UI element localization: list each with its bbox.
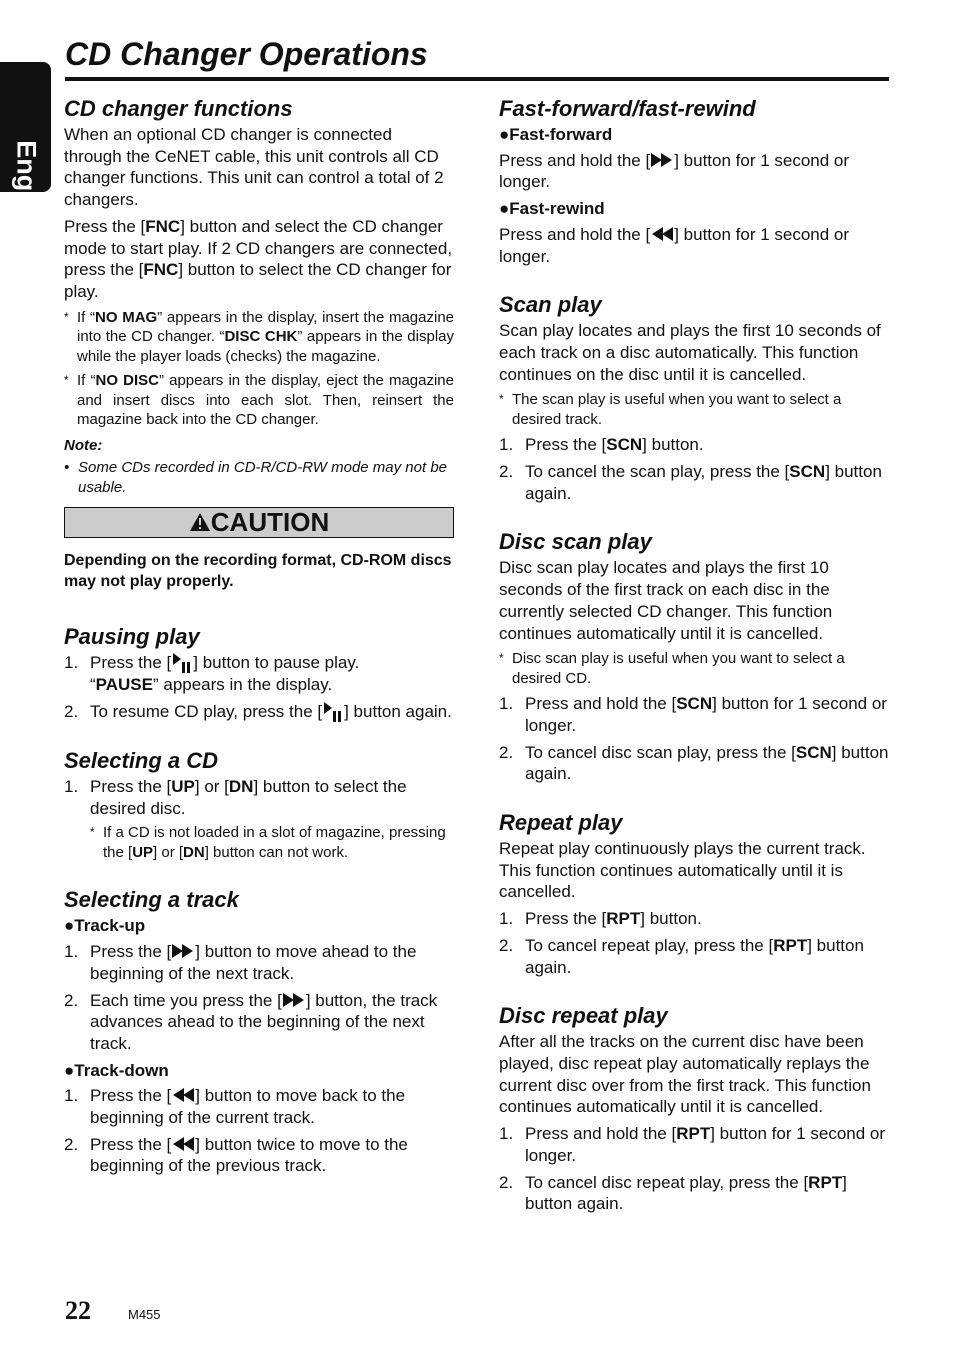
step-number: 1.: [64, 942, 79, 962]
text-run: If “: [77, 372, 96, 390]
warning-triangle-icon: [189, 512, 211, 532]
bold-term: DN: [183, 843, 205, 861]
text-run: ” appears in the display, insert the magazine into the CD changer. “: [77, 308, 455, 346]
star-note-text: The scan play is useful when you want to select a desired track.: [512, 391, 842, 428]
heading-fast-forward-rewind: Fast-forward/fast-rewind: [499, 96, 756, 121]
subtitle-text: Track-down: [74, 1060, 169, 1080]
text-run: ] or [: [194, 777, 229, 797]
repeat-step-2: [499, 935, 891, 978]
bold-term: FNC: [143, 260, 179, 280]
text-run: Press the [: [64, 216, 146, 236]
step-number: 2.: [499, 742, 514, 762]
bold-term: SCN: [795, 742, 832, 762]
disc-repeat-paragraph: After all the tracks on the current disc have been played, disc repeat play automatically replays the current disc over from the first track. This function continues automatically until it is cancelled.: [499, 1032, 871, 1117]
star-mark: *: [64, 373, 69, 388]
disc-repeat-steps: [499, 1123, 891, 1215]
disc-scan-step-2: [499, 742, 891, 785]
text: Press and hold the [: [499, 150, 651, 170]
page-title: CD Changer Operations: [65, 36, 428, 72]
bold-term: FNC: [145, 216, 181, 236]
text-run: Press the [: [525, 435, 607, 455]
step-text: “: [90, 675, 96, 695]
disc-scan-step-1: [499, 693, 891, 736]
text-run: ] button again.: [525, 1172, 847, 1214]
star-note-text: Disc scan play is useful when you want to select a desired CD.: [512, 650, 845, 687]
disc-scan-star-note: [499, 649, 891, 688]
text: ] button for 1 second or longer.: [499, 150, 850, 192]
page-number: 22: [65, 1296, 91, 1325]
heading-selecting-track: Selecting a track: [64, 887, 239, 913]
bold-term: UP: [132, 843, 154, 861]
star-mark: *: [499, 651, 504, 666]
track-up-steps: [64, 941, 454, 1055]
right-column: [499, 94, 891, 1220]
step-text: Press the [: [90, 653, 172, 673]
bold-term: SCN: [606, 435, 643, 455]
step-text: Press the [: [90, 942, 172, 962]
text: ] button for 1 second or longer.: [499, 224, 850, 266]
bold-term: RPT: [808, 1172, 843, 1192]
repeat-paragraph: Repeat play continuously plays the current track. This function continues automatically until it is cancelled.: [499, 839, 866, 902]
pausing-step-1: [64, 652, 454, 696]
step-number: 2.: [64, 990, 79, 1010]
step-text: To resume CD play, press the [: [90, 702, 323, 722]
fast-forward-icon: [171, 943, 195, 959]
step-number: 1.: [499, 435, 514, 455]
bold-term: RPT: [773, 935, 808, 955]
step-text: ] button, the track advances ahead to the beginning of the next track.: [90, 990, 438, 1053]
text-run: Press the [: [90, 777, 172, 797]
star-note-text: [77, 372, 454, 428]
disc-scan-paragraph: Disc scan play locates and plays the first 10 seconds of the first track on each disc in the currently selected CD changer. This function continues automatically until it is cancelled.: [499, 558, 833, 643]
play-pause-icon: [171, 652, 193, 674]
scan-star-note: [499, 390, 891, 429]
text-run: ] button can not work.: [204, 843, 349, 861]
caution-box: [64, 507, 454, 538]
text-run: ] button to select the desired disc.: [90, 777, 407, 818]
step-text: ] button to move ahead to the beginning of the next track.: [90, 942, 417, 983]
text-run: ] or [: [153, 843, 184, 861]
repeat-step-1: [499, 908, 891, 930]
bullet: ●: [64, 916, 75, 936]
step-text: ] button twice to move to the beginning of the previous track.: [90, 1134, 408, 1176]
subtitle-text: Fast-forward: [509, 125, 613, 144]
heading-pausing-play: Pausing play: [64, 624, 200, 650]
step-number: 2.: [499, 462, 514, 482]
step-text: Each time you press the [: [90, 990, 282, 1010]
disc-repeat-step-2: [499, 1172, 891, 1215]
step-number: 1.: [499, 909, 514, 929]
heading-selecting-cd: Selecting a CD: [64, 748, 219, 774]
bold-term: NO MAG: [95, 308, 158, 326]
heading-repeat-play: Repeat play: [499, 810, 623, 836]
display-pause-text: PAUSE: [95, 675, 153, 695]
note-item: [64, 458, 454, 497]
selecting-cd-step-1: [64, 776, 454, 862]
step-text: [525, 462, 882, 503]
scan-paragraph: Scan play locates and plays the first 10 seconds of each track on a disc automatically. This function continues on the disc until it is cancelled.: [499, 321, 881, 384]
step-text: [525, 1124, 885, 1165]
scan-step-1: [499, 434, 891, 456]
track-up-step-1: [64, 941, 454, 984]
star-mark: *: [90, 825, 95, 840]
bold-term: NO DISC: [95, 372, 159, 390]
rewind-icon: [171, 1087, 195, 1103]
language-tab-label: English: [11, 140, 42, 238]
text-run: ] button and select the CD changer mode to start play. If 2 CD changers are connected, press the [: [64, 216, 453, 280]
track-down-step-2: [64, 1134, 454, 1177]
text-run: ] button again.: [525, 742, 889, 784]
text: Press and hold the [: [499, 224, 651, 244]
step-text: ] button to move back to the beginning of the current track.: [90, 1086, 406, 1128]
step-text: [525, 909, 702, 928]
step-number: 1.: [64, 653, 79, 673]
note-title: Note:: [64, 436, 103, 454]
functions-star-note-2: [64, 371, 454, 430]
functions-paragraph-2: [64, 216, 454, 303]
caution-text: Depending on the recording format, CD-ROM discs may not play properly.: [64, 552, 452, 591]
text-run: Press and hold the [: [525, 694, 677, 714]
step-text: [525, 1173, 847, 1214]
track-down-steps: [64, 1085, 454, 1177]
caution-header: [65, 508, 453, 537]
track-up-title: [64, 915, 454, 937]
text-run: ” appears in the display while the player loads (checks) the magazine.: [77, 328, 454, 365]
title-rule: [65, 77, 889, 81]
text-run: ] button to select the CD changer for play.: [64, 260, 452, 301]
heading-scan-play: Scan play: [499, 292, 602, 318]
selecting-cd-star-note: [90, 823, 454, 862]
step-text: ] button again.: [344, 702, 452, 722]
star-note-text: [103, 824, 446, 861]
step-text: Press the [: [90, 1086, 172, 1106]
bold-term: UP: [171, 777, 195, 797]
bold-term: RPT: [606, 909, 641, 929]
text-run: Press the [: [525, 909, 607, 929]
subtitle-text: Track-up: [74, 916, 146, 936]
fast-rewind-text: [499, 224, 891, 267]
text-run: If “: [77, 308, 96, 326]
bold-term: DN: [228, 777, 254, 797]
step-text: Press the [: [90, 1134, 172, 1154]
step-text: [90, 777, 407, 818]
subtitle-text: Fast-rewind: [509, 199, 605, 219]
functions-star-note-1: [64, 308, 454, 367]
step-text: [525, 435, 704, 454]
fast-forward-title: [499, 124, 891, 146]
text-run: ] button.: [642, 435, 704, 455]
text-run: To cancel disc repeat play, press the [: [525, 1172, 809, 1192]
disc-repeat-step-1: [499, 1123, 891, 1166]
step-text: ” appears in the display.: [152, 675, 333, 695]
bullet: ●: [499, 125, 510, 144]
model-number: M455: [128, 1307, 161, 1322]
track-down-step-1: [64, 1085, 454, 1128]
caution-label: CAUTION: [210, 507, 330, 538]
step-number: 2.: [64, 1134, 79, 1154]
step-number: 1.: [499, 1124, 514, 1144]
step-text: [525, 743, 889, 784]
step-number: 2.: [499, 1172, 514, 1192]
bold-term: RPT: [676, 1124, 711, 1144]
text-run: ] button again.: [525, 462, 882, 503]
pausing-step-2: [64, 701, 454, 723]
text-run: To cancel disc scan play, press the [: [525, 742, 796, 762]
text-run: If a CD is not loaded in a slot of magazine, pressing the [: [103, 824, 446, 861]
text-run: ] button for 1 second or longer.: [525, 694, 887, 735]
star-mark: *: [499, 392, 504, 407]
pausing-steps: [64, 652, 454, 723]
repeat-steps: [499, 908, 891, 978]
bullet: ●: [64, 1060, 75, 1080]
heading-cd-changer-functions: CD changer functions: [64, 96, 293, 121]
text-run: Press and hold the [: [525, 1124, 677, 1144]
step-number: 2.: [64, 702, 79, 722]
text-run: To cancel the scan play, press the [: [525, 462, 790, 482]
bold-term: DISC CHK: [224, 328, 298, 346]
fast-forward-icon: [650, 152, 674, 168]
text-run: ] button again.: [525, 935, 864, 977]
selecting-cd-steps: [64, 776, 454, 862]
rewind-icon: [171, 1136, 195, 1152]
heading-disc-repeat-play: Disc repeat play: [499, 1003, 668, 1029]
star-note-text: [77, 309, 454, 365]
fast-rewind-title: [499, 198, 891, 220]
text-run: To cancel repeat play, press the [: [525, 935, 774, 955]
step-number: 1.: [499, 694, 514, 714]
play-pause-icon: [322, 701, 344, 723]
left-column: [64, 94, 454, 1182]
scan-steps: [499, 434, 891, 504]
functions-paragraph-1: When an optional CD changer is connected through the CeNET cable, this unit controls all CD changer functions. This unit can control a total of 2 changers.: [64, 125, 444, 210]
bold-term: SCN: [676, 694, 713, 714]
step-text: [525, 936, 864, 977]
scan-step-2: [499, 461, 891, 504]
text-run: ] button for 1 second or longer.: [525, 1124, 886, 1165]
bold-term: SCN: [789, 462, 826, 482]
step-text: ] button to pause play.: [193, 653, 360, 673]
disc-scan-steps: [499, 693, 891, 785]
heading-disc-scan-play: Disc scan play: [499, 529, 652, 555]
fast-forward-icon: [282, 992, 306, 1008]
step-number: 2.: [499, 935, 514, 955]
fast-forward-text: [499, 150, 891, 193]
step-text: [525, 694, 887, 735]
note-bullet: •: [64, 459, 70, 477]
rewind-icon: [650, 226, 674, 242]
star-mark: *: [64, 309, 69, 324]
track-up-step-2: [64, 990, 454, 1055]
step-number: 1.: [64, 777, 79, 797]
text-run: ] button.: [640, 909, 702, 929]
language-tab: [0, 62, 51, 238]
note-text: Some CDs recorded in CD-R/CD-RW mode may not be usable.: [78, 459, 448, 496]
bullet: ●: [499, 199, 510, 219]
step-number: 1.: [64, 1086, 79, 1106]
text-run: ” appears in the display, eject the magazine and insert discs into each slot. Then, reinsert the magazine back into the CD changer.: [77, 372, 454, 429]
track-down-title: [64, 1060, 454, 1082]
